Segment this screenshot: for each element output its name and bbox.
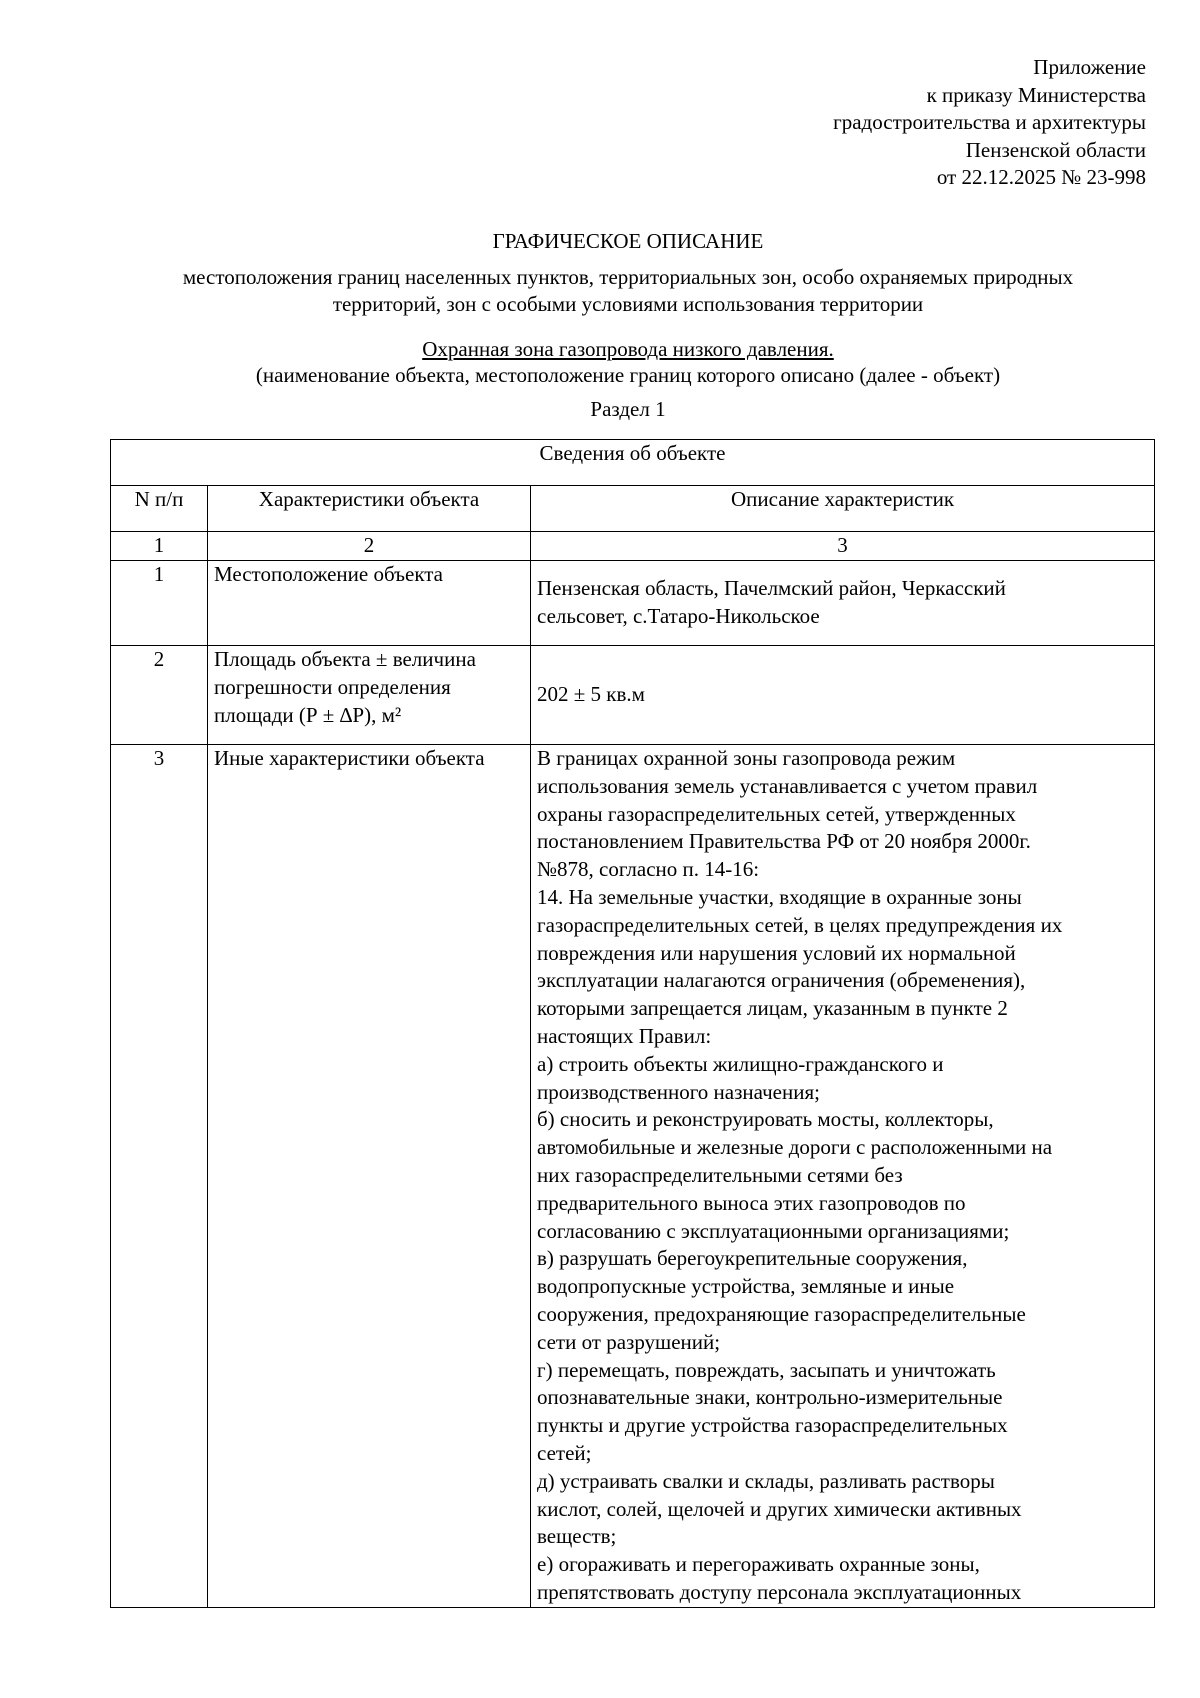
row-characteristic [208,646,531,745]
row-number: 3 [111,745,208,1608]
subtitle-line: территорий, зон с особыми условиями использования территории [332,292,924,316]
description-line: сети от разрушений; [537,1329,721,1354]
row-characteristic: Местоположение объекта [208,561,531,646]
appendix-line: Пензенской области [965,137,1146,162]
table-row [111,646,1155,745]
description-line: пункты и другие устройства газораспределительных [537,1413,1008,1438]
description-line: сооружения, предохраняющие газораспределительные [537,1301,1026,1326]
section-title: Раздел 1 [590,397,666,421]
appendix-line: градостроительства и архитектуры [833,110,1146,134]
document-title: ГРАФИЧЕСКОЕ ОПИСАНИЕ [492,229,764,253]
object-caption: (наименование объекта, местоположение границ которого описано (далее - объект) [255,363,1001,387]
description-line: опознавательные знаки, контрольно-измерительные [537,1385,1003,1410]
description-line: а) строить объекты жилищно-гражданского и [537,1051,944,1076]
characteristic-line: погрешности определения [214,674,451,699]
description-line: которыми запрещается лицам, указанным в пункте 2 [537,996,1008,1021]
appendix-order-date: от 22.12.2025 № 23-998 [936,165,1146,189]
header-characteristic: Характеристики объекта [208,486,531,532]
description-line: постановлением Правительства РФ от 20 ноября 2000г. [537,829,1031,854]
column-number: 1 [111,532,208,561]
description-line: них газораспределительными сетями без [537,1162,903,1187]
description-line: №878, согласно п. 14-16: [537,857,760,882]
header-description: Описание характеристик [531,486,1155,532]
object-info-table [110,439,1155,1608]
row-number: 1 [111,561,208,646]
description-line: согласованию с эксплуатационными организациями; [537,1218,1010,1243]
description-line: г) перемещать, повреждать, засыпать и уничтожать [537,1357,996,1382]
characteristic-line: Площадь объекта ± величина [214,647,476,671]
description-line: повреждения или нарушения условий их нормальной [537,940,1016,965]
description-line: газораспределительных сетей, в целях предупреждения их [537,912,1063,937]
description-line: предварительного выноса этих газопроводов по [537,1190,966,1215]
description-line: сетей; [537,1440,592,1465]
description-line: использования земель устанавливается с учетом правил [537,773,1038,798]
description-line: охраны газораспределительных сетей, утвержденных [537,801,1016,826]
subtitle-line: местоположения границ населенных пунктов, территориальных зон, особо охраняемых природных [182,265,1074,289]
object-name-block [100,336,1156,388]
description-line: сельсовет, с.Татаро-Никольское [537,604,820,628]
description-line: кислот, солей, щелочей и других химически активных [537,1496,1022,1521]
row-characteristic: Иные характеристики объекта [208,745,531,1608]
document-subtitle [100,264,1156,318]
table-row [111,561,1155,646]
table-row [111,745,1155,1608]
appendix-line: Приложение [1033,55,1146,79]
description-line: веществ; [537,1524,617,1549]
column-number: 3 [531,532,1155,561]
row-description [531,561,1155,646]
column-number: 2 [208,532,531,561]
table-caption: Сведения об объекте [111,440,1155,486]
header-number: N п/п [111,486,208,532]
description-line: В границах охранной зоны газопровода режим [537,746,956,770]
description-line: 14. На земельные участки, входящие в охранные зоны [537,884,1022,909]
characteristic-line: площади (Р ± ∆Р), м² [214,702,402,727]
description-line: препятствовать доступу персонала эксплуатационных [537,1579,1022,1604]
description-line: д) устраивать свалки и склады, разливать растворы [537,1468,995,1493]
description-line: эксплуатации налагаются ограничения (обременения), [537,968,1026,993]
description-line: Пензенская область, Пачелмский район, Черкасский [537,576,1006,601]
appendix-block [546,54,1146,192]
description-line: е) огораживать и перегораживать охранные зоны, [537,1552,980,1577]
description-line: б) сносить и реконструировать мосты, коллекторы, [537,1107,994,1132]
description-line: водопропускные устройства, земляные и иные [537,1274,955,1299]
appendix-line: к приказу Министерства [926,82,1146,107]
row-description: 202 ± 5 кв.м [531,646,1155,745]
description-line: производственного назначения; [537,1079,820,1104]
description-line: настоящих Правил: [537,1023,712,1048]
description-line: автомобильные и железные дороги с расположенными на [537,1135,1053,1160]
row-description [531,745,1155,1608]
row-number: 2 [111,646,208,745]
description-line: в) разрушать берегоукрепительные сооружения, [537,1246,968,1271]
object-name: Охранная зона газопровода низкого давления. [422,337,834,361]
